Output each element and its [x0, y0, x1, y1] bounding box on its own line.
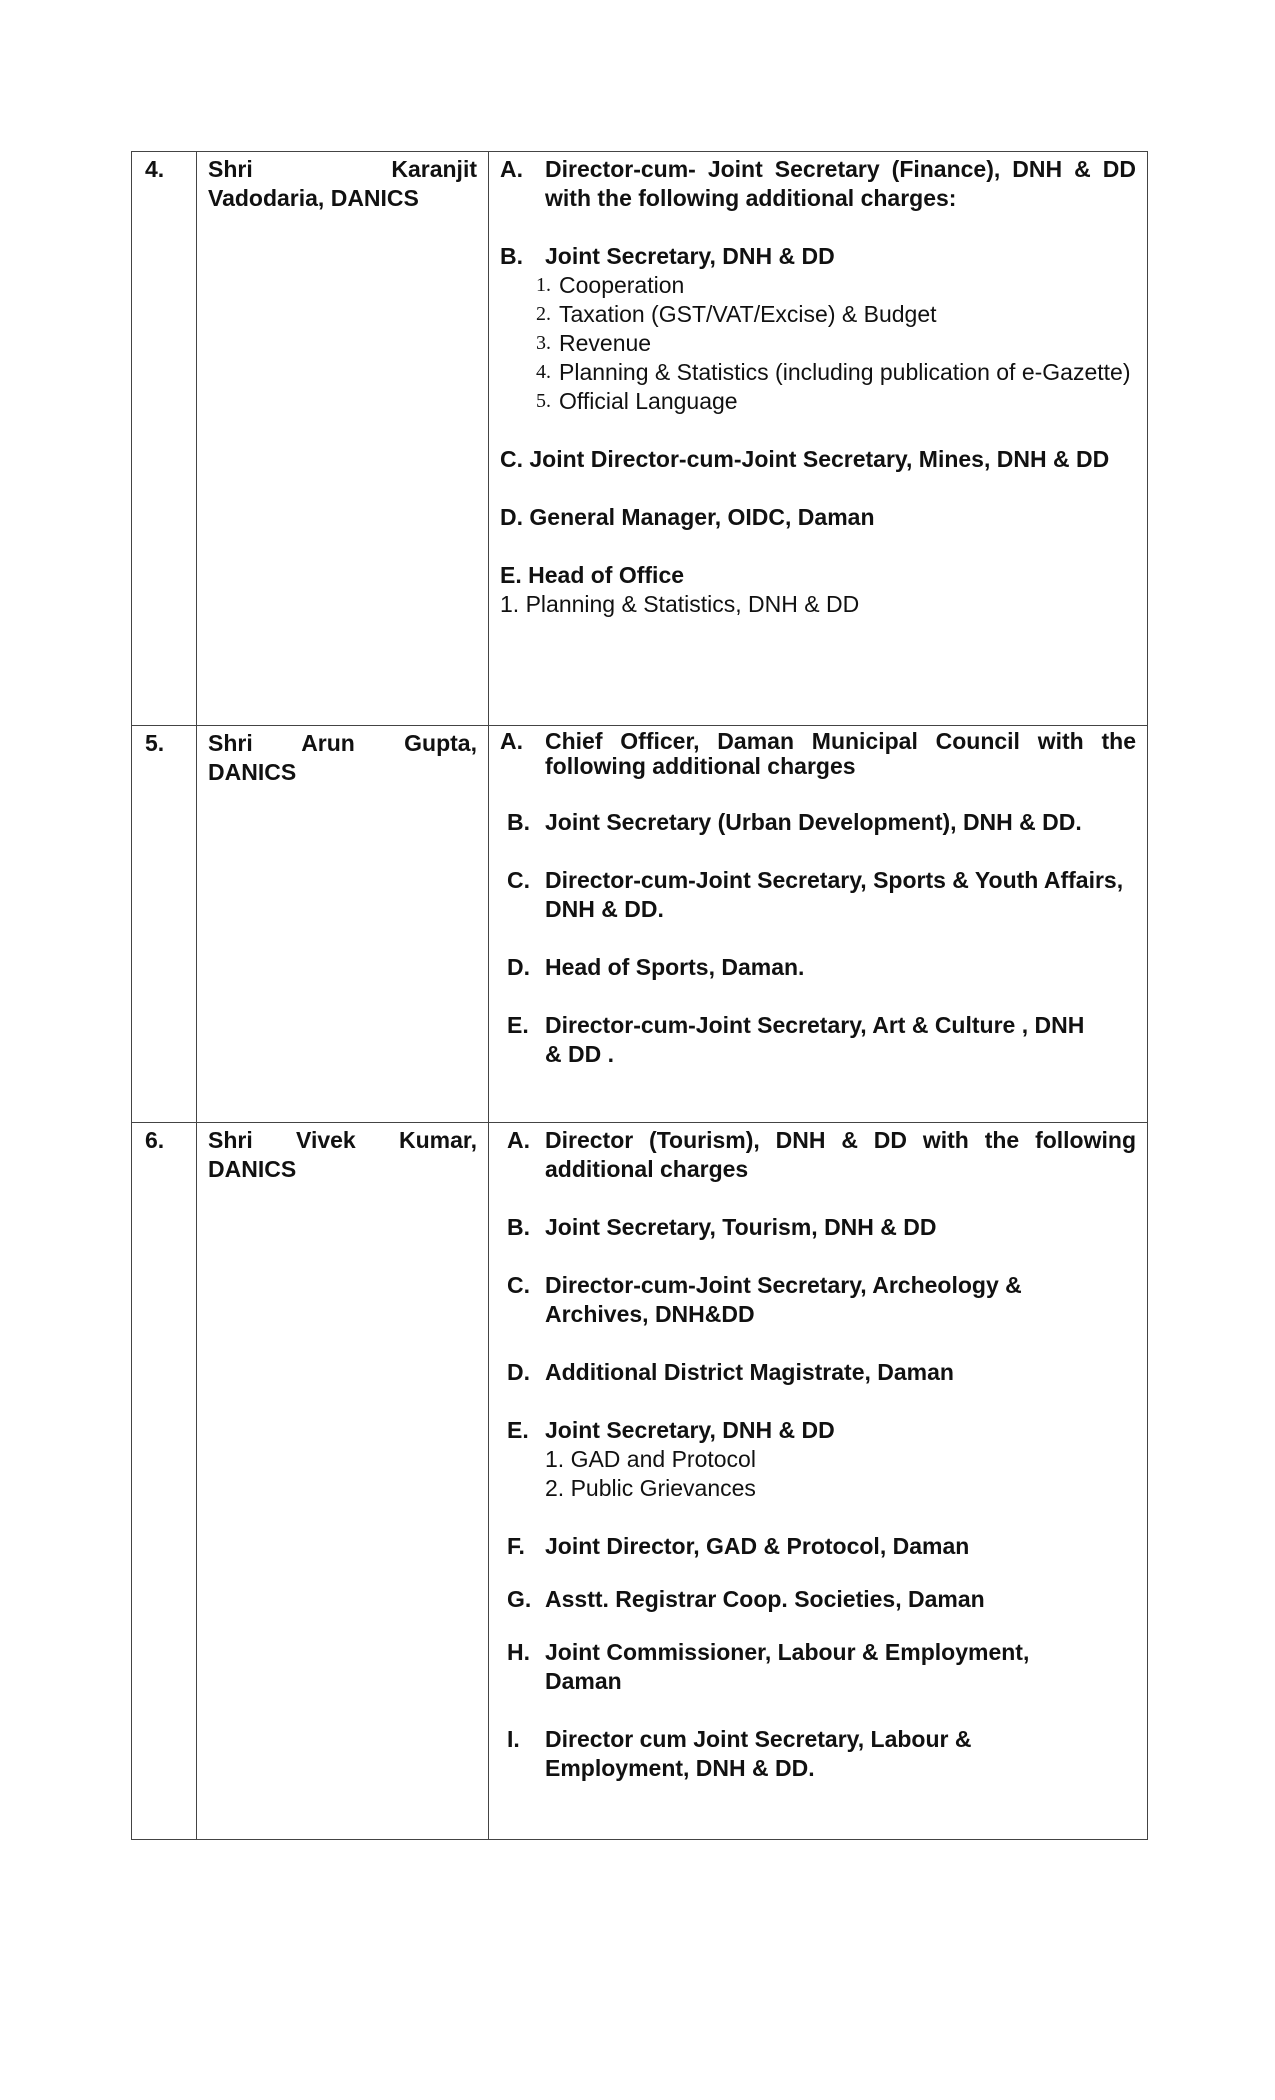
- charges-cell: [489, 1123, 1148, 1840]
- charge-item: [500, 1271, 1136, 1329]
- charge-item: [500, 1638, 1136, 1696]
- charge-item: [500, 1532, 1136, 1561]
- officer-name-line: DANICS: [208, 1156, 297, 1182]
- charge-text: Director cum Joint Secretary, Labour & Employment, DNH & DD.: [545, 1726, 972, 1781]
- charge-text: Director-cum-Joint Secretary, Art & Culture , DNH & DD .: [545, 1012, 1085, 1067]
- charge-item: [500, 1585, 1136, 1614]
- charge-letter: B.: [500, 243, 523, 269]
- charge-text: Joint Secretary, DNH & DD: [545, 243, 835, 269]
- charge-letter: C.: [507, 1272, 530, 1298]
- charge-letter: G.: [507, 1586, 532, 1612]
- sub-item: 2. Taxation (GST/VAT/Excise) & Budget: [536, 301, 937, 327]
- officer-name-line: Vadodaria, DANICS: [208, 185, 419, 211]
- charge-letter: A.: [500, 156, 523, 182]
- officer-name-line: Shri Karanjit: [208, 156, 477, 182]
- charge-letter: I.: [507, 1726, 520, 1752]
- sub-item: 1. Cooperation: [536, 272, 685, 298]
- serial-number: 4.: [132, 152, 197, 726]
- charge-letter: C.: [507, 867, 530, 893]
- charge-letter: B.: [507, 809, 530, 835]
- officer-name-line: DANICS: [208, 759, 297, 785]
- charge-letter: F.: [507, 1533, 525, 1559]
- charge-item: [500, 242, 1136, 271]
- charge-item: [500, 953, 1136, 982]
- sub-item: 4. Planning & Statistics (including publication of e-Gazette): [536, 359, 1131, 385]
- officer-name-line: Shri Vivek Kumar,: [208, 1127, 477, 1153]
- charge-text: Head of Sports, Daman.: [545, 954, 805, 980]
- charge-letter: H.: [507, 1639, 530, 1665]
- charge-item: [500, 155, 1136, 213]
- charge-item: [500, 808, 1136, 837]
- charge-item: [500, 1213, 1136, 1242]
- charge-text: Asstt. Registrar Coop. Societies, Daman: [545, 1586, 985, 1612]
- charge-item: [500, 1416, 1136, 1445]
- charge-text: Joint Secretary, Tourism, DNH & DD: [545, 1214, 937, 1240]
- serial-number: 6.: [132, 1123, 197, 1840]
- charges-cell: [489, 152, 1148, 726]
- sub-item: 2. Public Grievances: [545, 1475, 756, 1501]
- sub-item: 5. Official Language: [536, 388, 738, 414]
- charge-item: [500, 1358, 1136, 1387]
- charge-letter: A.: [507, 1127, 530, 1153]
- charges-cell: [489, 726, 1148, 1123]
- charge-letter: D.: [507, 1359, 530, 1385]
- charge-text: Joint Director, GAD & Protocol, Daman: [545, 1533, 970, 1559]
- charge-letter: A.: [500, 728, 523, 754]
- charge-letter: E.: [507, 1417, 529, 1443]
- officer-name: [197, 152, 489, 726]
- charge-text: Director-cum- Joint Secretary (Finance), DNH & DD with the following additional charges:: [545, 156, 1136, 211]
- table-row: [132, 726, 1148, 1123]
- charge-letter: B.: [507, 1214, 530, 1240]
- charge-letter: D.: [507, 954, 530, 980]
- officer-name-line: Shri Arun Gupta,: [208, 730, 477, 756]
- charge-text: Additional District Magistrate, Daman: [545, 1359, 954, 1385]
- charge-text: Director-cum-Joint Secretary, Archeology & Archives, DNH&DD: [545, 1272, 1022, 1327]
- sub-item: 3. Revenue: [536, 330, 652, 356]
- charge-item: [500, 866, 1136, 924]
- charge-item: D. General Manager, OIDC, Daman: [500, 504, 875, 530]
- charge-item: C. Joint Director-cum-Joint Secretary, Mines, DNH & DD: [500, 446, 1110, 472]
- charge-letter: E.: [507, 1012, 529, 1038]
- charge-item: E. Head of Office: [500, 562, 685, 588]
- sub-list: [536, 271, 1136, 416]
- charge-text: Joint Secretary (Urban Development), DNH & DD.: [545, 809, 1082, 835]
- officer-name: [197, 1123, 489, 1840]
- officer-name: [197, 726, 489, 1123]
- sub-list: [545, 1445, 1136, 1503]
- charge-text: Chief Officer, Daman Municipal Council with the following additional charges: [545, 728, 1136, 779]
- charge-item: [500, 729, 1136, 779]
- charge-text: Director (Tourism), DNH & DD with the following additional charges: [545, 1127, 1136, 1182]
- charge-text: Director-cum-Joint Secretary, Sports & Youth Affairs, DNH & DD.: [545, 867, 1124, 922]
- table-row: [132, 152, 1148, 726]
- table-row: [132, 1123, 1148, 1840]
- charge-item: [500, 1725, 1136, 1783]
- serial-number: 5.: [132, 726, 197, 1123]
- sub-item: 1. Planning & Statistics, DNH & DD: [500, 591, 860, 617]
- charge-text: Joint Secretary, DNH & DD: [545, 1417, 835, 1443]
- charge-item: [500, 1011, 1136, 1069]
- officer-charges-table: [131, 151, 1148, 1840]
- charge-item: [500, 1126, 1136, 1184]
- charge-text: Joint Commissioner, Labour & Employment, Daman: [545, 1639, 1030, 1694]
- sub-item: 1. GAD and Protocol: [545, 1446, 756, 1472]
